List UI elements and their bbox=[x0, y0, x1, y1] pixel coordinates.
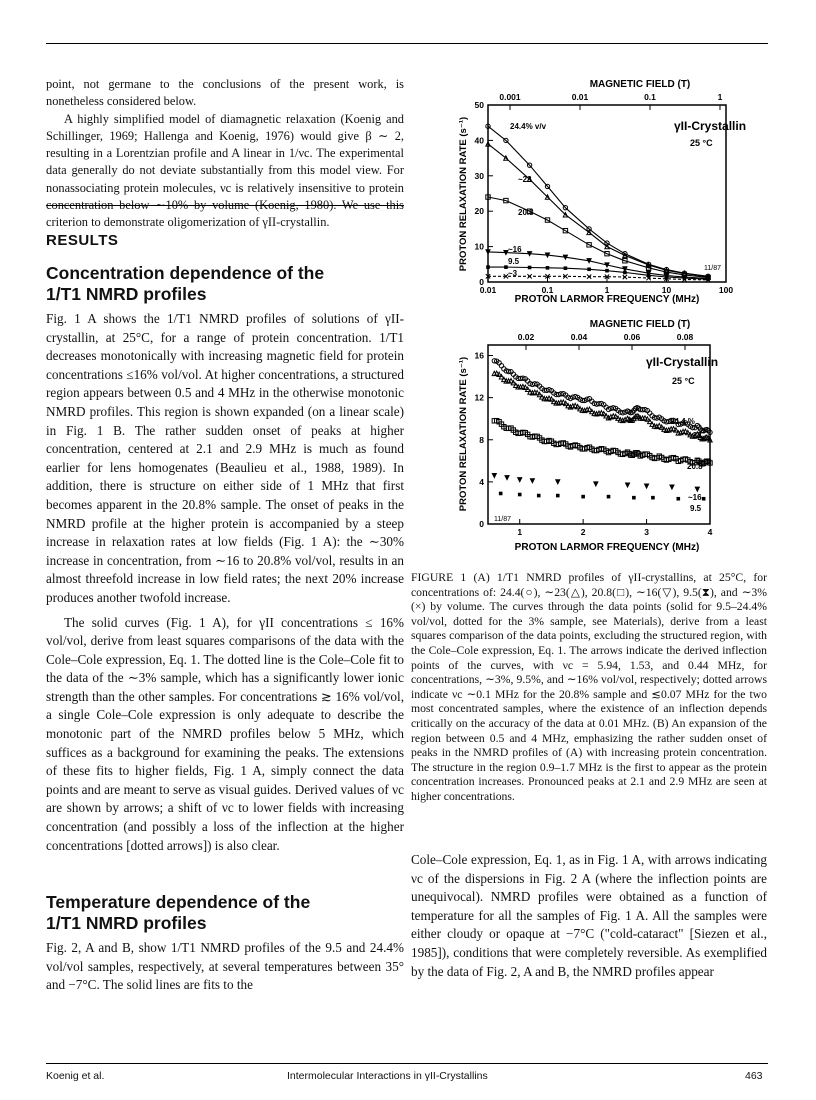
data-point bbox=[594, 482, 598, 486]
data-point bbox=[632, 496, 636, 500]
heading-line-2: 1/T1 NMRD profiles bbox=[46, 913, 207, 933]
series-curve bbox=[488, 252, 708, 279]
top-axis-ticks bbox=[518, 332, 694, 350]
data-point bbox=[518, 493, 522, 497]
intro-paragraph-1: point, not germane to the conclusions of the present work, is nonetheless considered below. bbox=[46, 77, 404, 109]
x-tick-label: 10 bbox=[661, 285, 672, 295]
footer-authors: Koenig et al. bbox=[46, 1070, 105, 1082]
data-point bbox=[492, 473, 496, 477]
section-heading-concentration bbox=[46, 263, 324, 305]
temperature-label: 25 °C bbox=[672, 376, 695, 386]
y-tick-label: 0 bbox=[479, 519, 484, 529]
data-point bbox=[556, 480, 560, 484]
section-heading-temperature bbox=[46, 892, 310, 934]
y-tick-label: 0 bbox=[479, 277, 484, 287]
x-tick-label: 3 bbox=[644, 527, 649, 537]
top-axis-label: MAGNETIC FIELD (T) bbox=[589, 319, 691, 330]
figure-1a bbox=[450, 74, 770, 304]
section-1-paragraph-2: The solid curves (Fig. 1 A), for γII concentrations ≤ 16% vol/vol, derive from least squares comparisons of the data with the Cole–Cole expression, Eq. 1. The dotted line is the Cole–Cole fit to the data of the ∼3% sample, which has a significantly lower ionic strength than the other samples. For concentrations ≳ 16% vol/vol, a single Cole–Cole expression is only adequate to describe the monotonic part of the NMRD profiles below 5 MHz, which suffices as a background for examining the peaks. The extensions of these fits to higher fields, Fig. 1 A, simply connect the data points and are meant to serve as visual guides. Derived values of νc are shown by arrows; a shift of νc to lower fields with increasing concentration (and possibly a loss of the inflection at the higher concentrations [dotted arrows]) is also clear. bbox=[46, 614, 404, 853]
data-point bbox=[564, 266, 568, 270]
x-tick-label: 1 bbox=[517, 527, 523, 537]
top-tick-label: 0.02 bbox=[517, 332, 535, 342]
data-point bbox=[581, 495, 585, 499]
heading-line-1: Concentration dependence of the bbox=[46, 263, 325, 283]
data-point bbox=[625, 483, 629, 487]
top-tick-label: 0.01 bbox=[571, 92, 589, 102]
data-point bbox=[545, 253, 549, 257]
date-code: 11/87 bbox=[704, 265, 721, 272]
left-column bbox=[46, 76, 404, 232]
data-point bbox=[527, 251, 531, 255]
date-code: 11/87 bbox=[494, 516, 511, 523]
top-tick-label: 0.1 bbox=[644, 92, 656, 102]
y-tick-label: 4 bbox=[479, 476, 484, 487]
top-axis-label: MAGNETIC FIELD (T) bbox=[589, 79, 691, 90]
data-point bbox=[530, 479, 534, 483]
y-tick-label: 40 bbox=[474, 135, 484, 146]
top-tick-label: 0.08 bbox=[676, 332, 694, 342]
curve-label: ~23 bbox=[518, 175, 532, 184]
data-point bbox=[587, 267, 591, 271]
top-tick-label: 0.001 bbox=[499, 92, 521, 102]
data-point bbox=[695, 487, 699, 491]
series-curve bbox=[488, 276, 708, 280]
data-point bbox=[605, 263, 609, 267]
data-point bbox=[546, 266, 550, 270]
temperature-label: 25 °C bbox=[690, 138, 713, 148]
y-tick-label: 30 bbox=[474, 170, 484, 181]
curve-label: 9.5 bbox=[690, 504, 702, 513]
curve-label: 20.8 bbox=[687, 462, 703, 471]
y-axis-label: PROTON RELAXATION RATE (s⁻¹) bbox=[458, 116, 469, 272]
top-tick-label: 0.04 bbox=[570, 332, 588, 342]
intro-paragraph-2: A highly simplified model of diamagnetic relaxation (Koenig and Schillinger, 1969; Hallenga and Koenig, 1976) would give β ∼ 2, resulting in a Lorentzian profile and A linear in 1/νc. The experimental data generally do not deviate substantially from this model view. For nonassociating protein molecules, νc is relatively insensitive to protein concentration below ∼10% by volume (Koenig, 1980). We use this criterion to demonstrate oligomerization of γII-crystallin. bbox=[46, 111, 404, 230]
data-point bbox=[528, 266, 532, 270]
header-rule bbox=[46, 43, 768, 44]
right-column-text bbox=[411, 851, 767, 981]
y-axis-ticks bbox=[475, 351, 493, 529]
section-2-paragraph-1: Fig. 2, A and B, show 1/T1 NMRD profiles of the 9.5 and 24.4% vol/vol samples, respectively, at several temperatures between 35° and −7°C. The solid lines are fits to the bbox=[46, 940, 404, 993]
footer-title: Intermolecular Interactions in γII-Crystallins bbox=[287, 1070, 488, 1082]
data-point bbox=[537, 494, 541, 498]
section-1-body bbox=[46, 310, 404, 855]
curve-label: ~16 bbox=[688, 493, 702, 502]
y-tick-label: 50 bbox=[474, 100, 484, 110]
x-axis-ticks bbox=[517, 519, 712, 537]
curve-label: 24.4% v/v bbox=[510, 122, 547, 131]
y-tick-label: 20 bbox=[474, 206, 484, 217]
heading-line-1: Temperature dependence of the bbox=[46, 892, 311, 912]
figure-1b bbox=[450, 314, 770, 564]
data-point bbox=[505, 475, 509, 479]
top-tick-label: 0.06 bbox=[623, 332, 641, 342]
x-tick-label: 0.1 bbox=[541, 285, 554, 295]
top-tick-label: 1 bbox=[717, 92, 723, 102]
y-tick-label: 10 bbox=[474, 241, 484, 252]
data-point bbox=[623, 271, 627, 275]
x-tick-label: 4 bbox=[707, 527, 713, 537]
x-tick-label: 0.01 bbox=[479, 285, 497, 295]
data-point bbox=[486, 250, 490, 254]
data-point bbox=[651, 496, 655, 500]
curve-label: 24.4 % bbox=[670, 417, 695, 426]
x-axis-label: PROTON LARMOR FREQUENCY (MHz) bbox=[514, 542, 700, 553]
data-point bbox=[605, 269, 609, 273]
data-point bbox=[623, 267, 627, 271]
curve-label: ~23 bbox=[688, 431, 702, 440]
data-point bbox=[702, 497, 706, 501]
right-column-paragraph: Cole–Cole expression, Eq. 1, as in Fig. 1 A, with arrows indicating νc of the dispersions in Fig. 2 A (where the inflection points are unequivocal). NMRD profiles were obtained as a function of temperature for all the samples of Fig. 1 A. All the samples were either cloudy or opaque at −7°C ("cold-cataract" [Siezen et al., 1985]), conditions that were completely reversible. As exemplified by the data of Fig. 2, A and B, the NMRD profiles appear bbox=[411, 852, 767, 979]
curve-label: ~3 bbox=[508, 269, 518, 278]
curve-label: 9.5 bbox=[508, 257, 520, 266]
protein-label: γII-Crystallin bbox=[646, 355, 719, 369]
data-point bbox=[556, 494, 560, 498]
x-tick-label: 1 bbox=[604, 285, 610, 295]
data-point bbox=[676, 497, 680, 501]
section-rule bbox=[46, 205, 404, 206]
data-point bbox=[563, 255, 567, 259]
y-tick-label: 16 bbox=[474, 350, 484, 361]
y-tick-label: 12 bbox=[474, 392, 484, 403]
y-axis-label: PROTON RELAXATION RATE (s⁻¹) bbox=[458, 356, 469, 512]
data-point bbox=[499, 492, 503, 496]
x-axis-label: PROTON LARMOR FREQUENCY (MHz) bbox=[514, 294, 700, 304]
x-tick-label: 2 bbox=[580, 527, 586, 537]
heading-line-2: 1/T1 NMRD profiles bbox=[46, 284, 207, 304]
y-tick-label: 8 bbox=[479, 434, 484, 445]
figure-caption: FIGURE 1 (A) 1/T1 NMRD profiles of γII-crystallins, at 25°C, for concentrations of: 24.4(○), ∼23(△), 20.8(□), ∼16(▽), 9.5(⧗), and ∼3% (×) by volume. The curves through the data points (solid for 9.5–24.4% vol/vol, dotted for the 3% sample, see Materials), derive from a least squares comparison of the data points, excluding the structured region, with the Cole–Cole expression, Eq. 1. The arrows indicate the derived inflection points of the curves, with νc = 5.94, 1.53, and 0.44 MHz, for concentrations, ∼3%, 9.5%, and ∼16% vol/vol, respectively; dotted arrows indicate νc ∼0.1 MHz for the 20.8% sample and ≲0.07 MHz for the two most concentrated samples, where the existence of an inflection depends critically on the accuracy of the data at 0.01 MHz. (B) An expansion of the region between 0.5 and 4 MHz, emphasizing the rather sudden onset of peaks in the NMRD profiles of (A) with increasing protein concentration. The structure in the region 0.9–1.7 MHz is the first to appear as the protein concentration increases. Pronounced peaks at 2.1 and 2.9 MHz are seen at higher concentrations. bbox=[411, 571, 767, 803]
plot-area bbox=[486, 124, 710, 282]
data-point bbox=[607, 495, 611, 499]
x-tick-label: 100 bbox=[718, 285, 734, 295]
data-point bbox=[587, 259, 591, 263]
data-point bbox=[644, 484, 648, 488]
results-heading: RESULTS bbox=[46, 232, 119, 249]
top-axis-ticks bbox=[499, 92, 722, 110]
protein-label: γII-Crystallin bbox=[674, 119, 747, 133]
curve-label: ~16 bbox=[508, 245, 522, 254]
page-number: 463 bbox=[745, 1070, 763, 1082]
data-point bbox=[518, 478, 522, 482]
section-1-paragraph-1: Fig. 1 A shows the 1/T1 NMRD profiles of solutions of γII-crystallin, at 25°C, for a range of protein concentration. 1/T1 decreases monotonically with increasing magnetic field for protein concentrations ≤16% vol/vol. At higher concentrations, a structured region appears between 0.5 and 4 MHz in the otherwise monotonic NMRD profiles. This region is shown expanded (on a linear scale) in Fig. 1 B. The rather sudden onset of peaks at higher concentration, centered at 2.1 and 2.9 MHz is much as found earlier for lens homogenates (Beaulieu et al., 1988, 1989). In addition, there is structure on either side of 1 MHz that first becomes apparent in the 20.8% sample. The onset of peaks in the NMRD profile at the higher protein is accompanied by a steep increase in relaxation rates at low fields (Fig. 1 A): the ∼30% increase in concentration, from ∼16 to 20.8% vol/vol, results in an almost threefold increase in low field rates; the next 20% increase produces another twofold increase. bbox=[46, 311, 404, 605]
data-point bbox=[670, 485, 674, 489]
curve-label: 20.8 bbox=[518, 208, 534, 217]
data-point bbox=[486, 265, 490, 269]
footer-rule bbox=[46, 1063, 768, 1064]
section-2-body bbox=[46, 939, 404, 995]
